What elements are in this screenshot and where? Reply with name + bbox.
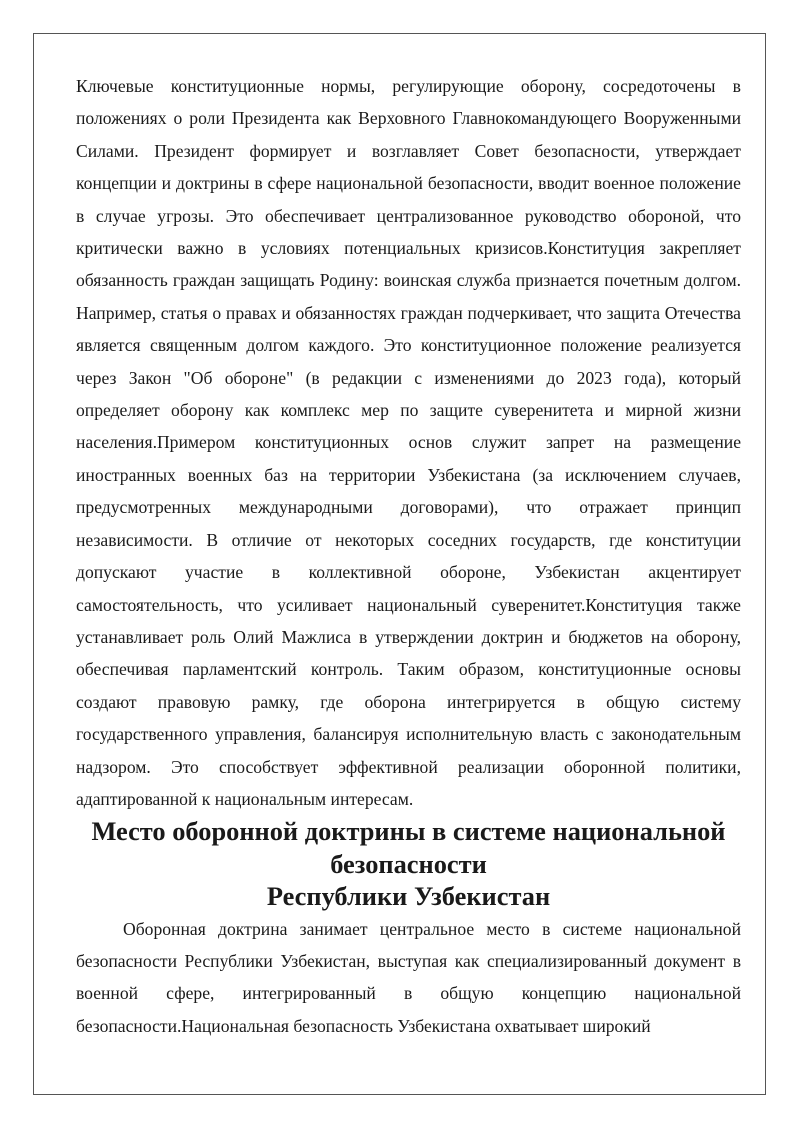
paragraph: Оборонная доктрина занимает центральное место в системе национальной безопасности Республики Узбекистан, выступая как специализированный документ в военной сфере, интегрированный в общую концепцию национальной безопасности.Национальная безопасность Узбекистана охватывает широкий (76, 918, 741, 1036)
document-body (76, 70, 741, 1042)
paragraph: Ключевые конституционные нормы, регулирующие оборону, сосредоточены в положениях о роли Президента как Верховного Главнокомандующего Вооруженными Силами. Президент формирует и возглавляет Совет безопасности, утверждает концепции и доктрины в сфере национальной безопасности, вводит военное положение в случае угрозы. Это обеспечивает централизованное руководство обороной, что критически важно в условиях потенциальных кризисов.Конституция закрепляет обязанность граждан защищать Родину: воинская служба признается почетным долгом. Например, статья о правах и обязанностях граждан подчеркивает, что защита Отечества является священным долгом каждого. Это конституционное положение реализуется через Закон "Об обороне" (в редакции с изменениями до 2023 года), который определяет оборону как комплекс мер по защите суверенитета и мирной жизни населения.Примером конституционных основ служит запрет на размещение иностранных военных баз на территории Узбекистана (за исключением случаев, предусмотренных международными договорами), что отражает принцип независимости. В отличие от некоторых соседних государств, где конституции допускают участие в коллективной обороне, Узбекистан акцентирует самостоятельность, что усиливает национальный суверенитет.Конституция также устанавливает роль Олий Мажлиса в утверждении доктрин и бюджетов на оборону, обеспечивая парламентский контроль. Таким образом, конституционные основы создают правовую рамку, где оборона интегрируется в общую систему государственного управления, балансируя исполнительную власть с законодательным надзором. Это способствует эффективной реализации оборонной политики, адаптированной к национальным интересам. (76, 76, 741, 809)
section-heading-line-2: Республики Узбекистан (266, 881, 551, 912)
section-heading (76, 815, 741, 912)
section-heading-line-1: Место оборонной доктрины в системе национальной безопасности (91, 816, 726, 879)
